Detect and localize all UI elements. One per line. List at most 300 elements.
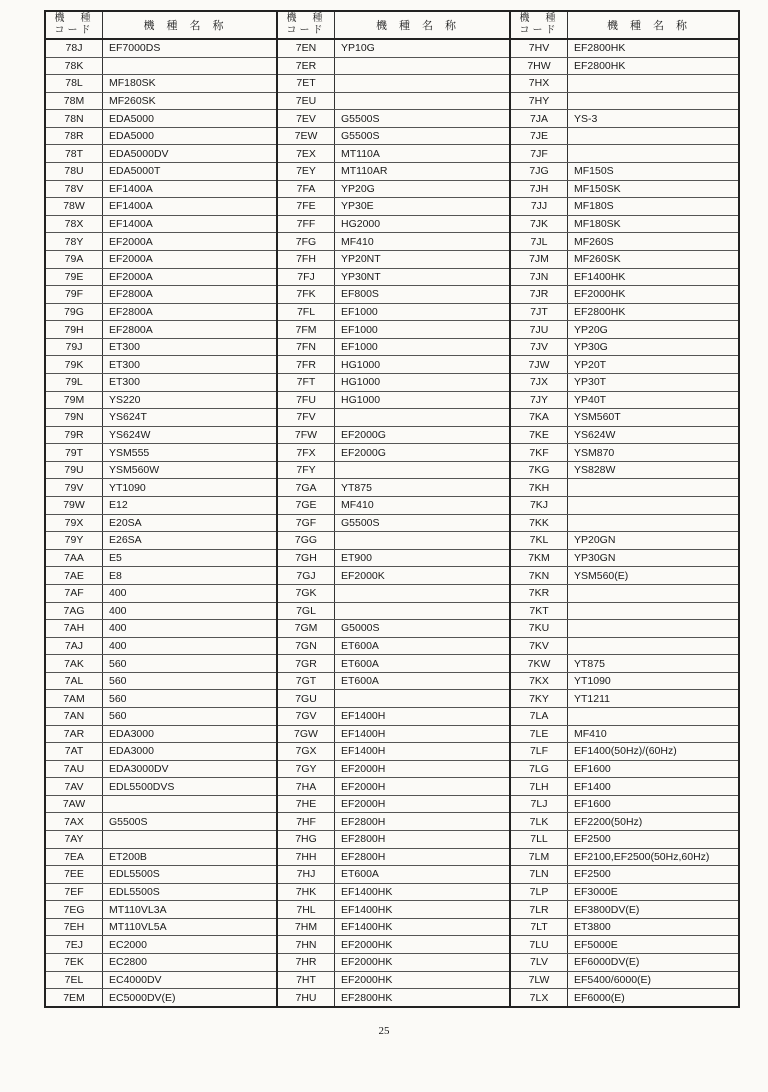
model-name-cell: MF260SK xyxy=(109,95,156,108)
table-row xyxy=(46,128,276,146)
table-row xyxy=(46,269,276,287)
table-row xyxy=(511,392,738,410)
table-row xyxy=(46,655,276,673)
header-model-code xyxy=(511,12,568,38)
model-name-cell: EDA5000T xyxy=(109,165,161,178)
model-code-cell: 7FX xyxy=(278,444,335,461)
model-name-cell: EF2000H xyxy=(341,780,386,793)
table-row xyxy=(278,269,509,287)
model-name-cell: ET300 xyxy=(109,376,140,389)
model-code-cell: 7HK xyxy=(278,884,335,901)
table-row xyxy=(511,866,738,884)
table-row xyxy=(278,603,509,621)
model-code-cell: 7AA xyxy=(46,550,103,567)
model-name-cell: YT875 xyxy=(574,657,605,670)
model-name-cell: EF2800HK xyxy=(574,42,626,55)
model-code-cell: 7HN xyxy=(278,936,335,953)
table-header xyxy=(46,12,276,40)
table-row xyxy=(46,321,276,339)
model-name-cell: ET600A xyxy=(341,675,379,688)
table-row xyxy=(278,620,509,638)
model-code-cell: 78K xyxy=(46,58,103,75)
model-name-cell: EF7000DS xyxy=(109,42,161,55)
model-code-cell: 7KH xyxy=(511,479,568,496)
table-row xyxy=(46,743,276,761)
model-code-cell: 78M xyxy=(46,93,103,110)
table-row xyxy=(511,989,738,1006)
model-code-cell: 7GK xyxy=(278,585,335,602)
model-name-cell xyxy=(568,620,738,637)
table-row xyxy=(511,813,738,831)
model-name-cell: EF1400A xyxy=(109,218,153,231)
model-name-cell: 400 xyxy=(109,604,127,617)
table-rows xyxy=(46,40,276,1006)
model-code-cell: 79L xyxy=(46,374,103,391)
model-name-cell: YT1211 xyxy=(574,692,610,705)
table-row xyxy=(46,585,276,603)
model-code-cell: 7KK xyxy=(511,515,568,532)
table-row xyxy=(511,339,738,357)
model-name-cell: EDA5000 xyxy=(109,130,154,143)
table-row xyxy=(511,497,738,515)
model-code-cell: 78U xyxy=(46,163,103,180)
model-name-cell: EF1400HK xyxy=(574,270,626,283)
model-code-cell: 7AG xyxy=(46,603,103,620)
model-code-cell: 7JU xyxy=(511,321,568,338)
table-row xyxy=(278,532,509,550)
table-row xyxy=(511,40,738,58)
model-name-cell: MF410 xyxy=(574,727,607,740)
model-code-cell: 7ET xyxy=(278,75,335,92)
model-code-cell: 7AX xyxy=(46,813,103,830)
model-code-cell: 7GN xyxy=(278,638,335,655)
model-code-cell: 7JY xyxy=(511,392,568,409)
model-name-cell: EF2000A xyxy=(109,235,153,248)
model-code-cell: 7GW xyxy=(278,726,335,743)
model-name-cell: YP10G xyxy=(341,42,375,55)
model-code-cell: 7AM xyxy=(46,690,103,707)
table-row xyxy=(278,901,509,919)
model-code-cell: 79N xyxy=(46,409,103,426)
model-code-cell: 7KJ xyxy=(511,497,568,514)
table-row xyxy=(511,479,738,497)
table-row xyxy=(511,198,738,216)
model-name-cell: EF2800H xyxy=(341,815,386,828)
model-code-cell: 7LM xyxy=(511,849,568,866)
model-code-cell: 7AY xyxy=(46,831,103,848)
table-row xyxy=(46,145,276,163)
header-code-line1: 機 種 xyxy=(54,13,94,24)
model-name-cell: MF150S xyxy=(574,165,614,178)
model-name-cell: YS624W xyxy=(574,429,616,441)
model-name-cell: G5500S xyxy=(341,112,380,125)
model-code-cell: 7GF xyxy=(278,515,335,532)
model-name-cell xyxy=(568,479,738,496)
model-code-cell: 79U xyxy=(46,462,103,479)
model-code-cell: 79W xyxy=(46,497,103,514)
model-name-cell: YP20G xyxy=(341,182,375,195)
table-row xyxy=(511,286,738,304)
model-name-cell: HG1000 xyxy=(341,376,381,389)
model-code-cell: 7HT xyxy=(278,972,335,989)
table-row xyxy=(46,479,276,497)
model-name-cell: EF2000K xyxy=(341,569,385,582)
model-code-cell: 7AR xyxy=(46,726,103,743)
model-name-cell xyxy=(335,603,509,620)
model-code-cell: 79H xyxy=(46,321,103,338)
model-name-cell: EF1400HK xyxy=(341,921,393,934)
model-name-cell: EF2800A xyxy=(109,305,153,318)
table-row xyxy=(278,778,509,796)
model-code-cell: 7EX xyxy=(278,145,335,162)
model-code-cell: 7JE xyxy=(511,128,568,145)
model-name-cell: YS828W xyxy=(574,464,616,477)
table-row xyxy=(278,989,509,1006)
model-code-cell: 7EU xyxy=(278,93,335,110)
model-name-cell xyxy=(568,708,738,725)
model-code-cell: 7HU xyxy=(278,989,335,1006)
table-section-2 xyxy=(276,12,509,1006)
model-name-cell: MF260SK xyxy=(574,253,621,266)
table-row xyxy=(278,356,509,374)
model-code-cell: 7AU xyxy=(46,761,103,778)
model-code-cell: 7LG xyxy=(511,761,568,778)
table-row xyxy=(511,743,738,761)
model-name-cell: EF1400HK xyxy=(341,903,393,916)
model-code-cell: 7KE xyxy=(511,427,568,444)
model-name-cell: MT110A xyxy=(341,147,380,160)
model-code-cell: 7GY xyxy=(278,761,335,778)
table-row xyxy=(511,726,738,744)
model-name-cell: 560 xyxy=(109,710,127,723)
table-row xyxy=(278,866,509,884)
model-name-cell xyxy=(103,796,276,813)
table-row xyxy=(511,954,738,972)
model-code-cell: 79X xyxy=(46,515,103,532)
table-row xyxy=(278,497,509,515)
table-row xyxy=(511,831,738,849)
table-row xyxy=(511,110,738,128)
model-name-cell: YS-3 xyxy=(574,112,598,125)
model-name-cell: HG1000 xyxy=(341,358,381,371)
model-name-cell: EC2800 xyxy=(109,956,147,969)
table-row xyxy=(46,603,276,621)
table-row xyxy=(46,532,276,550)
model-name-cell: YT1090 xyxy=(109,481,146,494)
table-row xyxy=(278,638,509,656)
table-row xyxy=(278,58,509,76)
model-code-cell: 7HF xyxy=(278,813,335,830)
model-name-cell: YP20NT xyxy=(341,253,381,266)
table-row xyxy=(511,374,738,392)
model-name-cell: EF2800H xyxy=(341,850,386,863)
table-row xyxy=(511,251,738,269)
table-row xyxy=(278,286,509,304)
model-name-cell xyxy=(568,603,738,620)
table-row xyxy=(511,884,738,902)
model-code-cell: 7EL xyxy=(46,972,103,989)
model-code-cell: 7JT xyxy=(511,304,568,321)
model-name-cell: MF260S xyxy=(574,235,614,248)
table-row xyxy=(46,901,276,919)
table-row xyxy=(46,567,276,585)
table-row xyxy=(46,198,276,216)
table-row xyxy=(46,110,276,128)
model-name-cell: G5500S xyxy=(109,815,148,828)
table-row xyxy=(511,58,738,76)
model-name-cell: YSM560(E) xyxy=(574,569,629,582)
model-code-cell: 7EJ xyxy=(46,936,103,953)
table-row xyxy=(511,936,738,954)
model-name-cell xyxy=(568,585,738,602)
table-row xyxy=(511,690,738,708)
table-row xyxy=(278,743,509,761)
model-name-cell xyxy=(568,497,738,514)
model-code-cell: 78L xyxy=(46,75,103,92)
model-code-cell: 7AV xyxy=(46,778,103,795)
table-row xyxy=(511,901,738,919)
model-name-cell: G5500S xyxy=(341,516,380,529)
model-code-cell: 7LH xyxy=(511,778,568,795)
table-row xyxy=(278,884,509,902)
table-row xyxy=(511,304,738,322)
model-code-cell: 7GT xyxy=(278,673,335,690)
table-row xyxy=(46,444,276,462)
model-code-cell: 7GU xyxy=(278,690,335,707)
table-row xyxy=(511,585,738,603)
model-name-cell: ET600A xyxy=(341,639,379,652)
model-code-cell: 79G xyxy=(46,304,103,321)
model-name-cell: EF2000HK xyxy=(341,956,393,969)
model-name-cell: YP30GN xyxy=(574,552,616,565)
table-row xyxy=(278,374,509,392)
table-row xyxy=(46,954,276,972)
model-name-cell xyxy=(335,58,509,75)
model-name-cell: EF1400A xyxy=(109,200,153,213)
model-name-cell: EF2100,EF2500(50Hz,60Hz) xyxy=(574,850,710,863)
model-code-cell: 7GH xyxy=(278,550,335,567)
model-name-cell: EDL5500S xyxy=(109,886,160,899)
model-name-cell xyxy=(568,128,738,145)
model-name-cell: EF6000DV(E) xyxy=(574,956,640,969)
table-row xyxy=(511,181,738,199)
model-name-cell: HG2000 xyxy=(341,218,381,231)
model-name-cell: YSM560T xyxy=(574,411,621,424)
model-code-cell: 7AT xyxy=(46,743,103,760)
table-row xyxy=(511,673,738,691)
table-row xyxy=(511,233,738,251)
table-row xyxy=(278,655,509,673)
model-name-cell: EDL5500S xyxy=(109,868,160,881)
model-code-cell: 79K xyxy=(46,356,103,373)
table-row xyxy=(278,339,509,357)
model-code-cell: 7LT xyxy=(511,919,568,936)
model-code-cell: 7AE xyxy=(46,567,103,584)
model-name-cell: EF2000HK xyxy=(574,288,626,301)
page-number: 25 xyxy=(378,1025,390,1037)
model-code-cell: 7JG xyxy=(511,163,568,180)
model-name-cell: 560 xyxy=(109,675,127,688)
model-name-cell: YSM870 xyxy=(574,446,615,459)
header-model-code xyxy=(278,12,335,38)
model-name-cell: EF2000HK xyxy=(341,973,393,986)
model-code-cell: 7KG xyxy=(511,462,568,479)
table-row xyxy=(46,93,276,111)
table-row xyxy=(511,163,738,181)
model-name-cell: YP20G xyxy=(574,323,608,336)
model-name-cell: EF1600 xyxy=(574,798,611,811)
model-name-cell: EF2000H xyxy=(341,762,386,775)
model-name-cell: EF2800A xyxy=(109,288,153,301)
model-code-cell: 79M xyxy=(46,392,103,409)
model-code-cell: 7AH xyxy=(46,620,103,637)
table-row xyxy=(46,374,276,392)
model-name-cell xyxy=(335,75,509,92)
table-row xyxy=(278,444,509,462)
table-row xyxy=(278,708,509,726)
model-code-cell: 7LP xyxy=(511,884,568,901)
model-code-cell: 7FL xyxy=(278,304,335,321)
model-code-cell: 79T xyxy=(46,444,103,461)
table-row xyxy=(511,603,738,621)
model-code-cell: 7EN xyxy=(278,40,335,57)
table-row xyxy=(46,304,276,322)
model-name-cell: G5000S xyxy=(341,622,380,635)
model-code-cell: 79R xyxy=(46,427,103,444)
model-code-table xyxy=(44,10,740,1008)
table-row xyxy=(278,392,509,410)
model-name-cell: YP30NT xyxy=(341,270,381,283)
model-name-cell: YP20GN xyxy=(574,534,616,547)
model-name-cell: EF1400H xyxy=(341,727,386,740)
model-code-cell: 7FA xyxy=(278,181,335,198)
model-name-cell: EF5000E xyxy=(574,938,618,951)
table-row xyxy=(278,919,509,937)
table-row xyxy=(46,866,276,884)
model-name-cell: EC4000DV xyxy=(109,973,162,986)
model-code-cell: 7FJ xyxy=(278,269,335,286)
model-code-cell: 7LJ xyxy=(511,796,568,813)
table-row xyxy=(511,849,738,867)
model-code-cell: 7HW xyxy=(511,58,568,75)
model-code-cell: 7EE xyxy=(46,866,103,883)
table-row xyxy=(46,726,276,744)
table-header xyxy=(511,12,738,40)
model-name-cell: ET300 xyxy=(109,341,140,354)
model-name-cell xyxy=(568,638,738,655)
model-name-cell: EDA3000DV xyxy=(109,762,169,775)
table-row xyxy=(511,532,738,550)
model-name-cell xyxy=(568,515,738,532)
table-rows xyxy=(278,40,509,1006)
model-name-cell: EF1400A xyxy=(109,182,153,195)
model-code-cell: 7AL xyxy=(46,673,103,690)
model-name-cell: ET3800 xyxy=(574,921,611,934)
model-name-cell: ET600A xyxy=(341,657,379,670)
model-name-cell: EF1000 xyxy=(341,305,378,318)
model-name-cell: EF2500 xyxy=(574,833,611,846)
model-name-cell: EC2000 xyxy=(109,938,147,951)
model-name-cell: EC5000DV(E) xyxy=(109,991,176,1004)
table-row xyxy=(46,620,276,638)
model-name-cell: YS624T xyxy=(109,411,147,424)
table-row xyxy=(511,919,738,937)
table-row xyxy=(278,110,509,128)
model-code-cell: 7EY xyxy=(278,163,335,180)
model-code-cell: 7FY xyxy=(278,462,335,479)
model-name-cell: 400 xyxy=(109,587,127,600)
model-code-cell: 7AF xyxy=(46,585,103,602)
model-code-cell: 7AW xyxy=(46,796,103,813)
table-row xyxy=(46,849,276,867)
model-name-cell: EF1400 xyxy=(574,780,611,793)
model-name-cell: G5500S xyxy=(341,130,380,143)
model-name-cell: MT110VL5A xyxy=(109,921,167,934)
model-code-cell: 79F xyxy=(46,286,103,303)
model-code-cell: 7LW xyxy=(511,972,568,989)
model-code-cell: 7FN xyxy=(278,339,335,356)
model-code-cell: 78W xyxy=(46,198,103,215)
model-code-cell: 7KW xyxy=(511,655,568,672)
table-row xyxy=(278,198,509,216)
model-code-cell: 7JA xyxy=(511,110,568,127)
table-row xyxy=(46,831,276,849)
table-row xyxy=(46,40,276,58)
model-name-cell xyxy=(568,145,738,162)
model-code-cell: 7LF xyxy=(511,743,568,760)
model-name-cell: MF410 xyxy=(341,499,374,512)
model-code-cell: 7EA xyxy=(46,849,103,866)
table-rows xyxy=(511,40,738,1006)
model-name-cell: EF2000G xyxy=(341,446,386,459)
model-name-cell: EF2000H xyxy=(341,798,386,811)
model-name-cell: HG1000 xyxy=(341,393,381,406)
model-code-cell: 7JN xyxy=(511,269,568,286)
table-row xyxy=(511,321,738,339)
table-row xyxy=(46,181,276,199)
table-row xyxy=(278,954,509,972)
table-row xyxy=(278,515,509,533)
model-name-cell: ET200B xyxy=(109,850,147,863)
model-code-cell: 7LA xyxy=(511,708,568,725)
model-name-cell: EF2800A xyxy=(109,323,153,336)
header-code-line2: コード xyxy=(519,25,559,36)
table-row xyxy=(46,690,276,708)
table-row xyxy=(278,585,509,603)
model-name-cell: YP30T xyxy=(574,376,607,389)
table-row xyxy=(46,515,276,533)
model-code-cell: 7HX xyxy=(511,75,568,92)
model-code-cell: 78N xyxy=(46,110,103,127)
model-name-cell: EF2200(50Hz) xyxy=(574,815,643,828)
model-code-cell: 79J xyxy=(46,339,103,356)
table-row xyxy=(511,356,738,374)
table-row xyxy=(511,778,738,796)
model-name-cell: EF2000A xyxy=(109,270,153,283)
model-code-cell: 79E xyxy=(46,269,103,286)
model-code-cell: 7KL xyxy=(511,532,568,549)
table-row xyxy=(278,550,509,568)
model-code-cell: 7EG xyxy=(46,901,103,918)
model-code-cell: 7JL xyxy=(511,233,568,250)
model-name-cell xyxy=(103,58,276,75)
table-row xyxy=(46,286,276,304)
header-code-line2: コード xyxy=(54,25,94,36)
model-name-cell: EF2000HK xyxy=(341,938,393,951)
model-name-cell xyxy=(335,585,509,602)
model-name-cell xyxy=(568,93,738,110)
table-row xyxy=(278,813,509,831)
